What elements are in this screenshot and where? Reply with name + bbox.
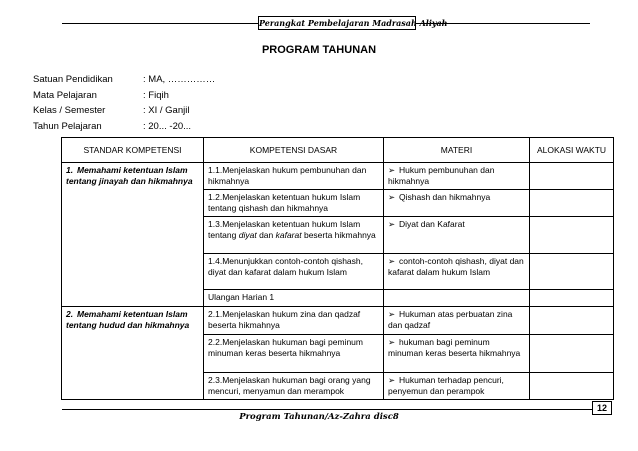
col-header-sk: STANDAR KOMPETENSI [62, 138, 204, 163]
kd-number: 1.2. [208, 192, 223, 202]
col-header-kd: KOMPETENSI DASAR [204, 138, 384, 163]
meta-value: : MA, …………… [143, 74, 216, 85]
footer-text: Program Tahunan/Az-Zahra disc8 [239, 412, 399, 422]
alokasi-cell [530, 335, 614, 373]
kd-text: Menjelaskan hukuman bagi peminum minuman keras beserta hikmahnya [208, 337, 363, 358]
materi-text: hukuman bagi peminum minuman keras beserta hikmahnya [388, 337, 521, 358]
arrow-bullet-icon: ➢ [388, 219, 396, 229]
meta-row-satuan [33, 74, 215, 90]
materi-cell [384, 163, 530, 190]
alokasi-cell [530, 217, 614, 254]
alokasi-cell [530, 254, 614, 290]
kd-text: Menjelaskan hukum zina dan qadzaf beserta hikmahnya [208, 309, 361, 330]
ulangan-cell: Ulangan Harian 1 [204, 290, 384, 307]
alokasi-cell [530, 163, 614, 190]
kd-text: Menjelaskan ketentuan hukum Islam tentang qishash dan hikmahnya [208, 192, 361, 213]
kd-text: Menjelaskan ketentuan hukum Islam tentang [208, 219, 361, 240]
col-header-alokasi: ALOKASI WAKTU [530, 138, 614, 163]
alokasi-cell [530, 373, 614, 400]
kd-term-diyat: diyat [238, 230, 257, 240]
arrow-bullet-icon: ➢ [388, 165, 396, 175]
kd-number: 2.2. [208, 337, 223, 347]
kd-text: Menjelaskan hukum pembunuhan dan hikmahnya [208, 165, 367, 186]
meta-row-mapel [33, 90, 215, 106]
kd-cell [204, 163, 384, 190]
materi-cell [384, 307, 530, 335]
identity-block [33, 74, 215, 136]
sk-cell-1 [62, 163, 204, 307]
materi-text: Diyat dan Kafarat [399, 219, 465, 229]
sk-number: 2. [66, 309, 74, 319]
meta-row-kelas [33, 105, 215, 121]
kd-number: 2.1. [208, 309, 223, 319]
page-number: 12 [592, 401, 612, 415]
kd-number: 2.3. [208, 375, 223, 385]
meta-label: Kelas / Semester [33, 105, 106, 116]
col-header-materi: MATERI [384, 138, 530, 163]
kd-cell [204, 217, 384, 254]
sk-cell-2 [62, 307, 204, 400]
materi-text: contoh-contoh qishash, diyat dan kafarat dalam hukum Islam [388, 256, 524, 277]
kd-cell [204, 307, 384, 335]
meta-label: Mata Pelajaran [33, 89, 97, 101]
kd-term-kafarat: kafarat [275, 230, 302, 240]
materi-cell [384, 217, 530, 254]
arrow-bullet-icon: ➢ [388, 192, 396, 202]
alokasi-cell [530, 290, 614, 307]
arrow-bullet-icon: ➢ [388, 256, 396, 266]
sk-text: Memahami ketentuan Islam tentang jinayah dan hikmahnya [66, 165, 193, 186]
materi-cell [384, 373, 530, 400]
materi-text: Hukuman terhadap pencuri, penyemun dan perampok [388, 375, 504, 396]
kd-cell [204, 254, 384, 290]
alokasi-cell [530, 190, 614, 217]
materi-cell [384, 290, 530, 307]
footer-rule [62, 409, 610, 410]
sk-number: 1. [66, 165, 74, 175]
materi-cell [384, 190, 530, 217]
meta-value: : XI / Ganjil [143, 105, 190, 116]
alokasi-cell [530, 307, 614, 335]
kd-number: 1.1. [208, 165, 223, 175]
kd-text: beserta hikmahnya [301, 230, 376, 240]
materi-cell [384, 254, 530, 290]
kd-number: 1.4. [208, 256, 223, 266]
materi-cell [384, 335, 530, 373]
table-row [62, 307, 614, 335]
program-table [61, 137, 614, 400]
materi-text: Hukuman atas perbuatan zina dan qadzaf [388, 309, 513, 330]
arrow-bullet-icon: ➢ [388, 337, 396, 347]
materi-text: Qishash dan hikmahnya [399, 192, 491, 202]
kd-text: Menunjukkan contoh-contoh qishash, diyat dan kafarat dalam hukum Islam [208, 256, 364, 277]
arrow-bullet-icon: ➢ [388, 309, 396, 319]
meta-label: Tahun Pelajaran [33, 120, 102, 132]
meta-row-tahun [33, 121, 215, 137]
kd-cell [204, 373, 384, 400]
table-header-row [62, 138, 614, 163]
meta-value: : Fiqih [143, 89, 169, 101]
page-title: PROGRAM TAHUNAN [261, 44, 377, 56]
kd-cell [204, 190, 384, 217]
table-row [62, 163, 614, 190]
kd-number: 1.3. [208, 219, 223, 229]
kd-text: dan [256, 230, 276, 240]
header-banner: Perangkat Pembelajaran Madrasah Aliyah [259, 18, 448, 28]
materi-text: Hukum pembunuhan dan hikmahnya [388, 165, 495, 186]
kd-cell [204, 335, 384, 373]
meta-value: : 20... -20... [143, 120, 192, 132]
sk-text: Memahami ketentuan Islam tentang hudud dan hikmahnya [66, 309, 190, 330]
meta-label: Satuan Pendidikan [33, 74, 113, 85]
arrow-bullet-icon: ➢ [388, 375, 396, 385]
kd-text: Menjelaskan hukuman bagi orang yang mencuri, menyamun dan merampok [208, 375, 371, 396]
